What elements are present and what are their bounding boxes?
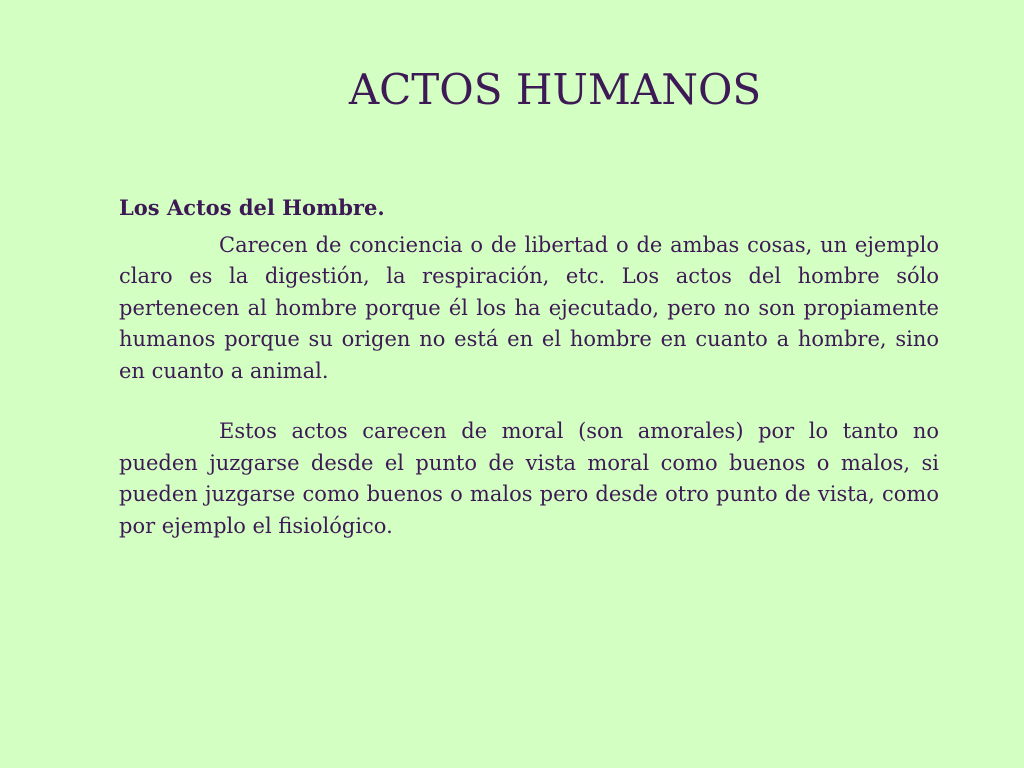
paragraph-1: Carecen de conciencia o de libertad o de ambas cosas, un ejemplo claro es la digestión, la respiración, etc. Los actos del hombre sólo pertenecen al hombre porque él los ha ejecutado, pero no son propiamente humanos porque su origen no está en el hombre en cuanto a hombre, sino en cuanto a animal. [119,232,939,383]
section-heading: Los Actos del Hombre. [119,195,385,220]
slide-title: ACTOS HUMANOS [348,65,762,114]
paragraph-2: Estos actos carecen de moral (son amorales) por lo tanto no pueden juzgarse desde el punto de vista moral como buenos o malos, si pueden juzgarse como buenos o malos pero desde otro punto de vista, como por ejemplo el fisiológico. [119,419,939,538]
slide-body [119,192,939,542]
